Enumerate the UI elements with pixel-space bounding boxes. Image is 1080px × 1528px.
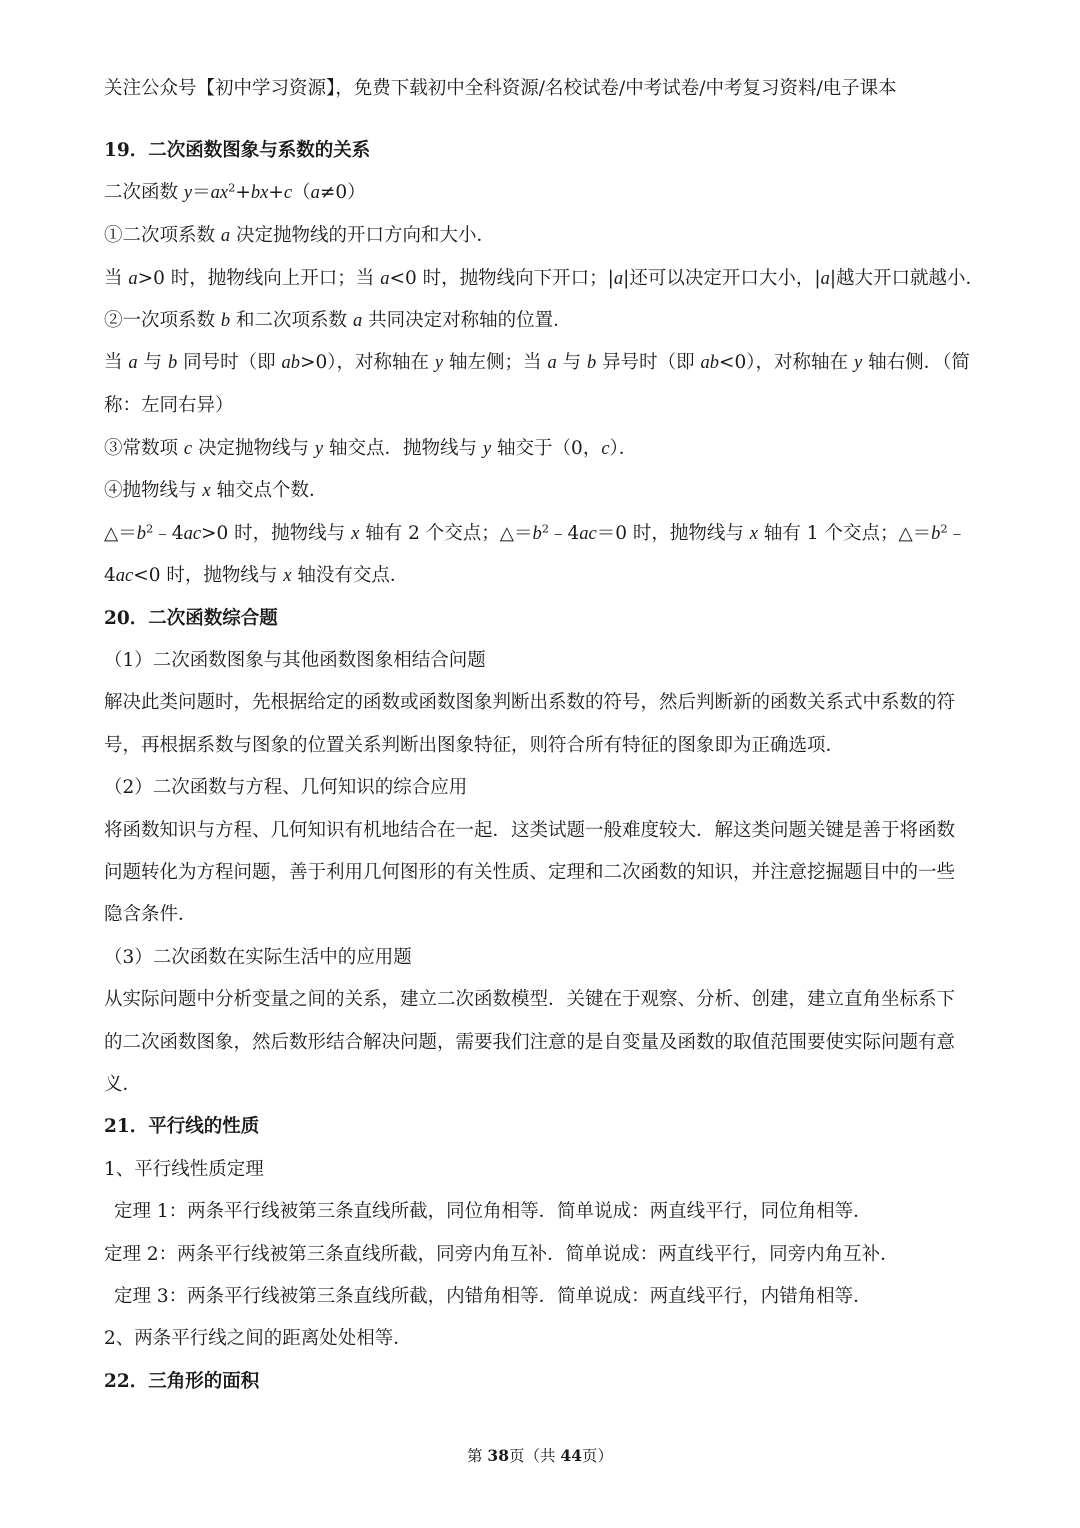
s19-line-2: ①二次项系数 a 决定抛物线的开口方向和大小． [104,225,496,246]
s20-line-1: （1）二次函数图象与其他函数图象相结合问题 [104,650,486,671]
s20-line-5: 将函数知识与方程、几何知识有机地结合在一起．这类试题一般难度较大．解这类问题关键是善于将函数 [104,820,956,841]
s21-line-2: 定理 1：两条平行线被第三条直线所截，同位角相等．简单说成：两直线平行，同位角相等． [114,1201,872,1222]
banner-text: 关注公众号【初中学习资源】，免费下载初中全科资源/名校试卷/中考试卷/中考复习资料/电子课本 [104,78,897,99]
s19-line-6: 称：左同右异） [104,395,234,416]
s19-line-1: 二次函数 $y=ax^2+bx+c(a\ne 0)$ [104,180,366,203]
s20-line-3: 号，再根据系数与图象的位置关系判断出图象特征，则符合所有特征的图象即为正确选项． [104,735,845,756]
section-19-title: 19．二次函数图象与系数的关系 [104,140,371,161]
s19-line-9: $\triangle=b^2﹣4ac>0$ 时，抛物线与 x 轴有 2 个交点；$\triangle=b^2﹣4ac=0$ 时，抛物线与 x 轴有 1 个交点；$\triangle=b^2﹣$ [104,521,967,544]
s19-line-3: 当 a>0 时，抛物线向上开口；当 a<0 时，抛物线向下开口；|a|还可以决定开口大小，|a|越大开口就越小． [104,268,985,289]
s19-line-7: ③常数项 c 决定抛物线与 y 轴交点．抛物线与 y 轴交于（0，c）． [104,438,638,459]
section-22-title: 22．三角形的面积 [104,1371,260,1392]
s19-line-8: ④抛物线与 x 轴交点个数． [104,480,328,501]
s19-line-4: ②一次项系数 b 和二次项系数 a 共同决定对称轴的位置． [104,310,572,331]
page-footer: 第 38页（共 44页） [466,1446,614,1465]
s21-line-3: 定理 2：两条平行线被第三条直线所截，同旁内角互补．简单说成：两直线平行，同旁内角互补． [104,1244,899,1265]
s21-line-5: 2、两条平行线之间的距离处处相等． [104,1328,412,1349]
s19-line-5: 当 a 与 b 同号时（即 ab>0），对称轴在 y 轴左侧；当 a 与 b 异号时（即 ab<0），对称轴在 y 轴右侧．（简 [104,352,970,373]
s21-line-4: 定理 3：两条平行线被第三条直线所截，内错角相等．简单说成：两直线平行，内错角相等． [114,1286,872,1307]
s20-line-7: 隐含条件． [104,904,197,925]
s19-line-10: 4ac<0 时，抛物线与 x 轴没有交点． [104,565,409,586]
s20-line-2: 解决此类问题时，先根据给定的函数或函数图象判断出系数的符号，然后判断新的函数关系式中系数的符 [104,692,956,713]
page-total: 44 [560,1446,582,1465]
s20-line-11: 义． [104,1074,142,1095]
s20-line-8: （3）二次函数在实际生活中的应用题 [104,947,412,968]
s20-line-9: 从实际问题中分析变量之间的关系，建立二次函数模型．关键在于观察、分析、创建，建立直角坐标系下 [104,989,956,1010]
section-20-title: 20．二次函数综合题 [104,608,278,629]
section-21-title: 21．平行线的性质 [104,1116,260,1137]
s20-line-6: 问题转化为方程问题，善于利用几何图形的有关性质、定理和二次函数的知识，并注意挖掘题目中的一些 [104,862,956,883]
s20-line-4: （2）二次函数与方程、几何知识的综合应用 [104,777,468,798]
s20-line-10: 的二次函数图象，然后数形结合解决问题，需要我们注意的是自变量及函数的取值范围要使实际问题有意 [104,1032,956,1053]
s21-line-1: 1、平行线性质定理 [104,1159,264,1180]
page-number: 38 [487,1446,509,1465]
